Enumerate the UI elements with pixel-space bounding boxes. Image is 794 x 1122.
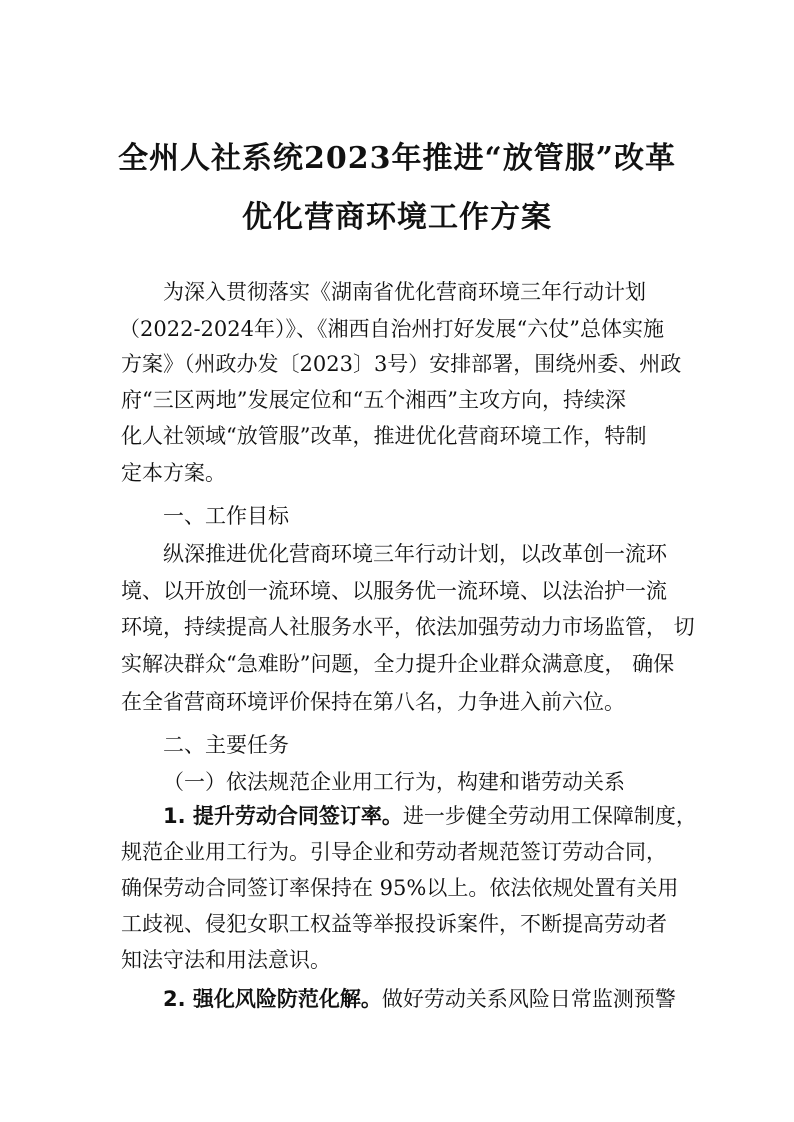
item-1-text: 进一步健全劳动用工保障制度， — [402, 804, 697, 828]
paragraph-line: 工歧视、侵犯女职工权益等举报投诉案件，不断提高劳动者 — [121, 912, 667, 936]
document-title-line-2: 优化营商环境工作方案 — [242, 200, 552, 235]
paragraph-line: 府“三区两地”发展定位和“五个湘西”主攻方向，持续深 — [121, 388, 626, 412]
item-1-heading: 1. 提升劳动合同签订率。 — [163, 804, 403, 828]
paragraph-line: 化人社领域“放管服”改革，推进优化营商环境工作，特制 — [121, 424, 647, 448]
subsection-heading: （一）依法规范企业用工行为，构建和谐劳动关系 — [163, 770, 625, 794]
paragraph-line: 实解决群众“急难盼”问题，全力提升企业群众满意度， 确保 — [121, 652, 675, 676]
paragraph-line: 在全省营商环境评价保持在第八名，力争进入前六位。 — [121, 690, 625, 714]
paragraph-line: 定本方案。 — [121, 461, 226, 485]
paragraph-line: 为深入贯彻落实《湖南省优化营商环境三年行动计划 — [163, 280, 646, 304]
item-2-line — [163, 984, 676, 1014]
section-heading-tasks: 二、主要任务 — [163, 733, 289, 757]
item-1-line — [163, 801, 697, 831]
paragraph-line: 规范企业用工行为。引导企业和劳动者规范签订劳动合同， — [121, 840, 667, 864]
paragraph-line: 环境，持续提高人社服务水平，依法加强劳动力市场监管， 切 — [121, 615, 695, 639]
item-2-heading: 2. 强化风险防范化解。 — [163, 987, 382, 1011]
paragraph-line: 知法守法和用法意识。 — [121, 948, 331, 972]
item-2-text: 做好劳动关系风险日常监测预警 — [381, 987, 676, 1011]
paragraph-line: 方案》（州政办发〔2023〕3号）安排部署，围绕州委、州政 — [121, 352, 682, 376]
section-heading-goals: 一、工作目标 — [163, 504, 289, 528]
paragraph-line: （2022-2024年）》、《湘西自治州打好发展“六仗”总体实施 — [119, 317, 664, 341]
paragraph-line: 纵深推进优化营商环境三年行动计划，以改革创一流环 — [163, 542, 667, 566]
document-title-line-1: 全州人社系统2023年推进“放管服”改革 — [117, 141, 676, 176]
paragraph-line: 确保劳动合同签订率保持在 95%以上。依法依规处置有关用 — [121, 876, 679, 900]
paragraph-line: 境、以开放创一流环境、以服务优一流环境、以法治护一流 — [121, 579, 667, 603]
